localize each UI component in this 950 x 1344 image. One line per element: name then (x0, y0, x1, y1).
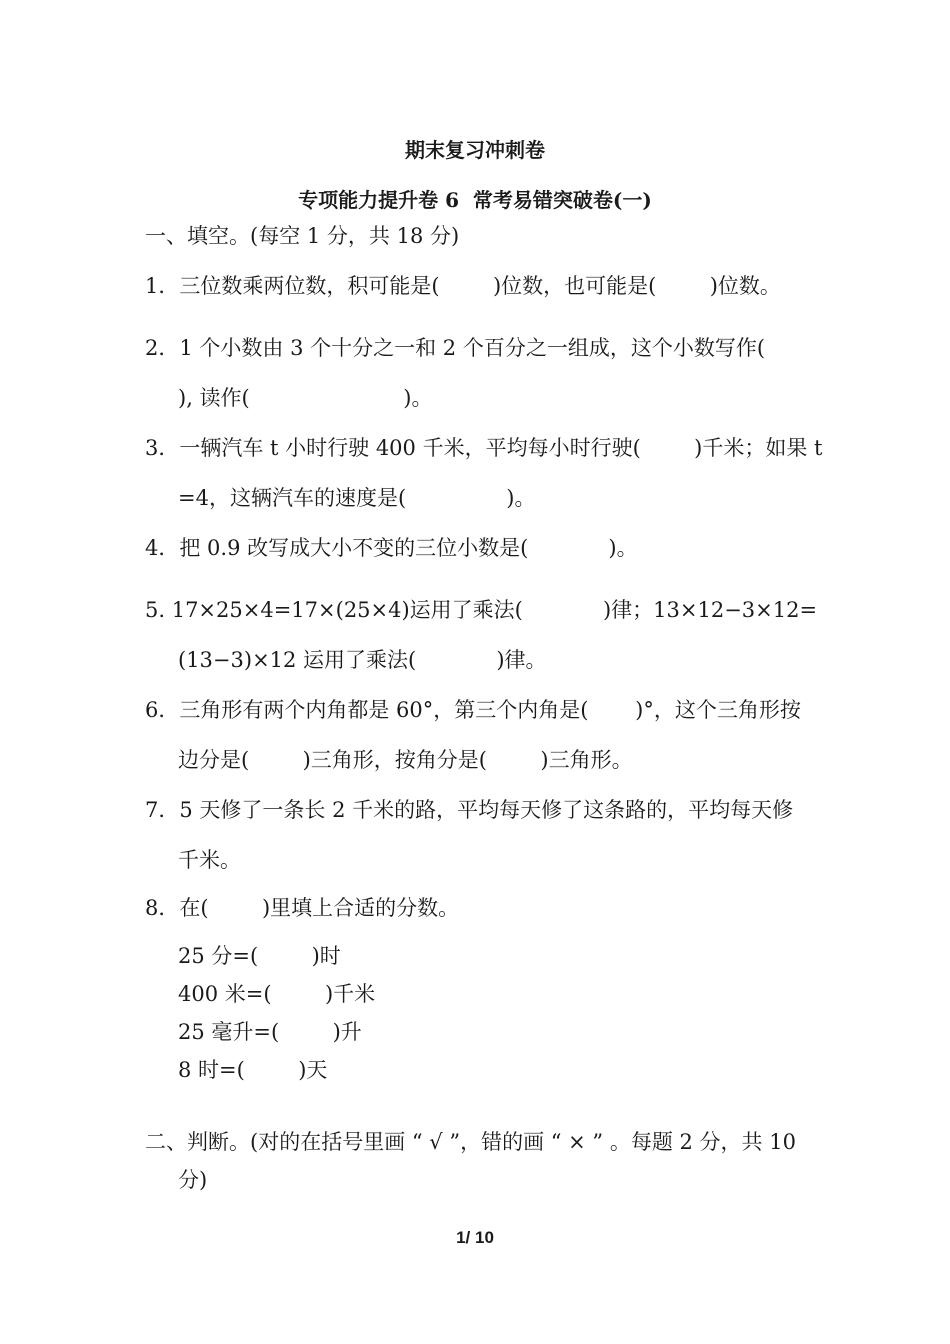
question-3-line2: =4，这辆汽车的速度是( )。 (178, 486, 536, 510)
question-1: 1．三位数乘两位数，积可能是( )位数，也可能是( )位数。 (145, 274, 781, 298)
question-8-item: 8 时=( )天 (178, 1058, 328, 1082)
section2-heading-line1: 二、判断。(对的在括号里画 “ √ ”，错的画 “ × ” 。每题 2 分，共 10 (145, 1130, 796, 1154)
section2-heading-line2: 分) (178, 1168, 208, 1192)
page-number: 1/ 10 (456, 1228, 494, 1247)
page-subtitle: 专项能力提升卷 6 常考易错突破卷(一) (298, 188, 652, 212)
section1-heading: 一、填空。(每空 1 分，共 18 分) (145, 224, 460, 248)
question-8-item: 25 分=( )时 (178, 944, 341, 968)
question-4: 4．把 0.9 改写成大小不变的三位小数是( )。 (145, 536, 638, 560)
question-3-line1: 3．一辆汽车 t 小时行驶 400 千米，平均每小时行驶( )千米；如果 t (145, 436, 823, 460)
question-2-line1: 2．1 个小数由 3 个十分之一和 2 个百分之一组成，这个小数写作( (145, 336, 766, 360)
page-title: 期末复习冲刺卷 (405, 138, 545, 162)
question-8-item: 400 米=( )千米 (178, 982, 376, 1006)
question-5-line2: (13−3)×12 运用了乘法( )律。 (178, 648, 547, 672)
question-7-line2: 千米。 (178, 848, 241, 872)
question-6-line2: 边分是( )三角形，按角分是( )三角形。 (178, 748, 633, 772)
question-8-item: 25 毫升=( )升 (178, 1020, 362, 1044)
question-8: 8．在( )里填上合适的分数。 (145, 896, 460, 920)
question-7-line1: 7．5 天修了一条长 2 千米的路，平均每天修了这条路的，平均每天修 (145, 798, 794, 822)
question-6-line1: 6．三角形有两个内角都是 60°，第三个内角是( )°，这个三角形按 (145, 698, 801, 722)
question-5-line1: 5. 17×25×4=17×(25×4)运用了乘法( )律；13×12−3×12= (145, 598, 818, 622)
question-2-line2: ), 读作( )。 (178, 386, 433, 410)
